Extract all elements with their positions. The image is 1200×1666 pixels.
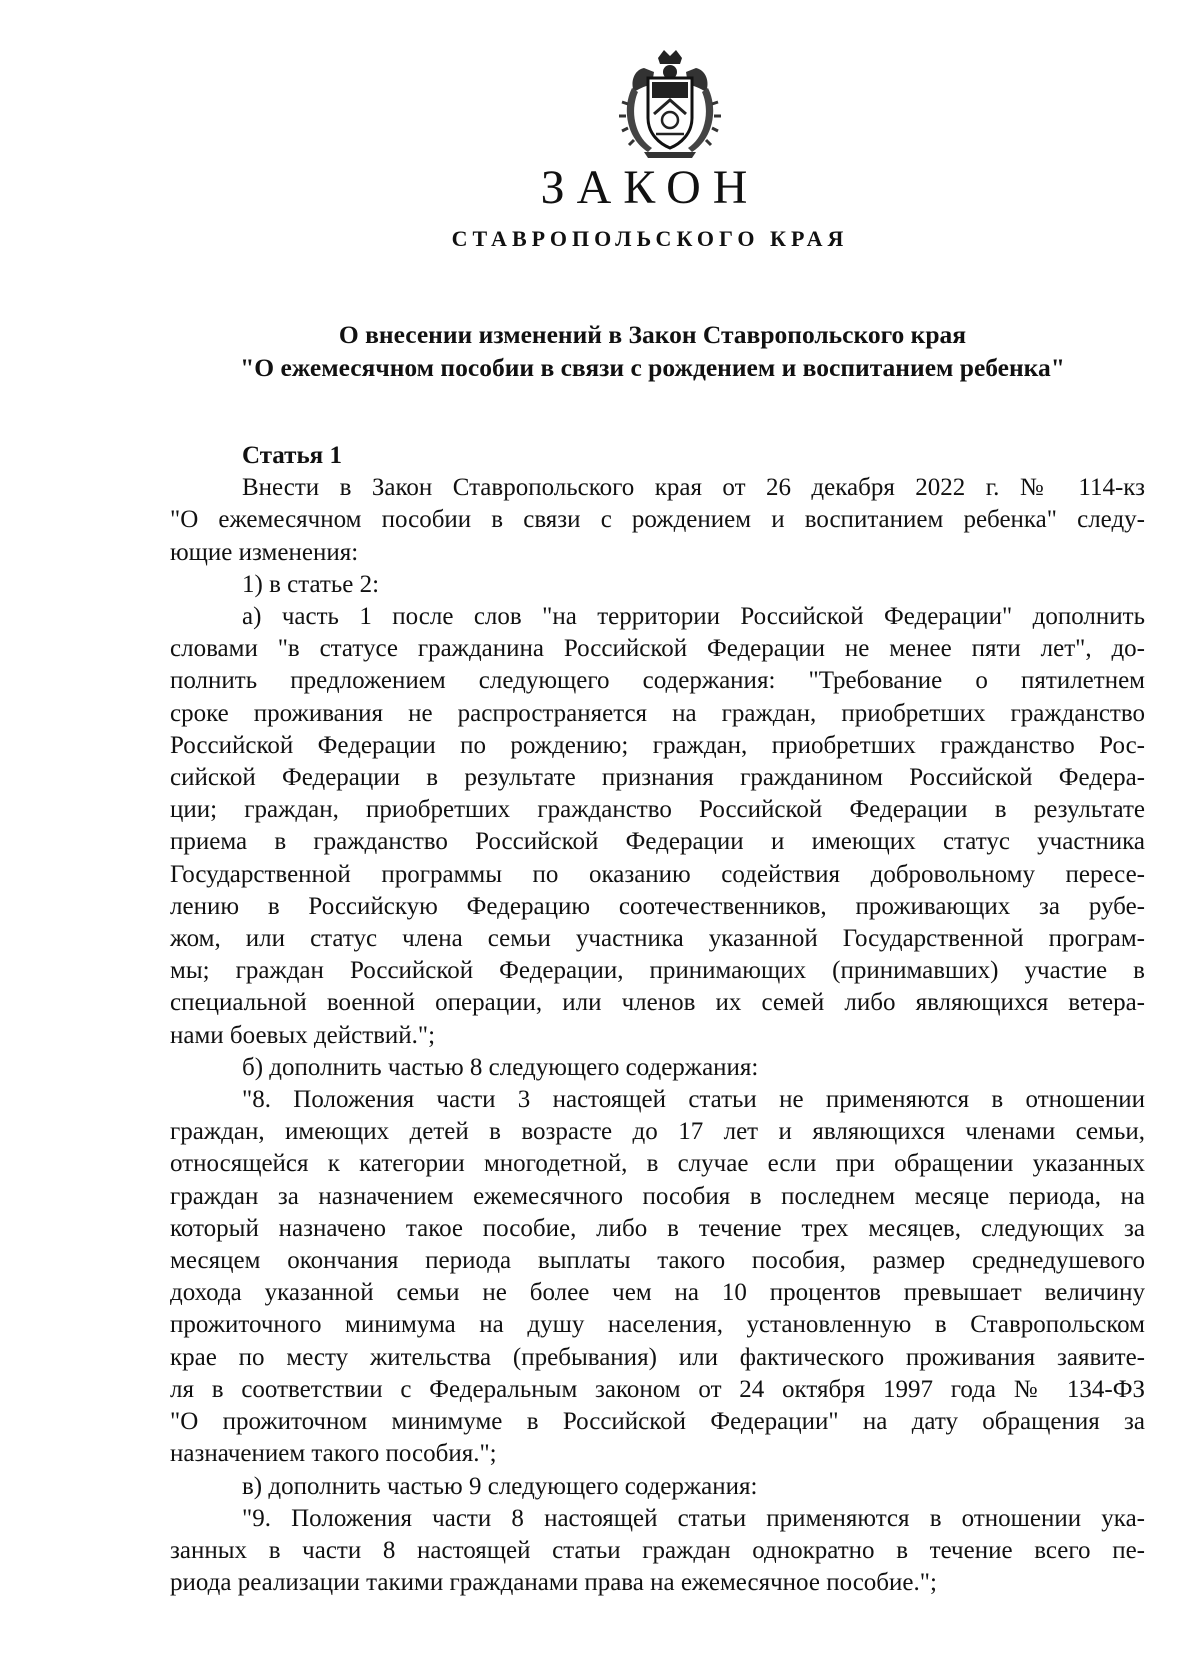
text-line: Государственной программы по оказанию содействия добровольному пересе- [170, 860, 1145, 888]
text-line: мы; граждан Российской Федерации, принимающих (принимавших) участие в [170, 957, 1145, 985]
text-line: специальной военной операции, или членов их семей либо являющихся ветера- [170, 989, 1145, 1017]
text-line: который назначено такое пособие, либо в течение трех месяцев, следующих за [170, 1214, 1145, 1242]
heading-line: О внесении изменений в Закон Ставропольского края [338, 320, 967, 349]
text-line: риода реализации такими гражданами права на ежемесячное пособие."; [170, 1569, 937, 1597]
text-line: крае по месту жительства (пребывания) или фактического проживания заявите- [170, 1343, 1145, 1371]
text-line: словами "в статусе гражданина Российской Федерации не менее пяти лет", до- [170, 635, 1145, 663]
article-title: Статья 1 [242, 442, 342, 469]
text-line: "О прожиточном минимуме в Российской Федерации" на дату обращения за [170, 1408, 1145, 1436]
document-heading [160, 318, 1145, 384]
text-line: приема в гражданство Российской Федерации и имеющих статус участника [170, 828, 1145, 856]
text-line: относящейся к категории многодетной, в случае если при обращении указанных [170, 1150, 1145, 1178]
text-line: нами боевых действий."; [170, 1021, 436, 1049]
text-line: а) часть 1 после слов "на территории Российской Федерации" дополнить [242, 603, 1145, 631]
text-line: "8. Положения части 3 настоящей статьи не применяются в отношении [242, 1086, 1145, 1114]
text-line: дохода указанной семьи не более чем на 10 процентов превышает величину [170, 1279, 1145, 1307]
text-line: жом, или статус члена семьи участника указанной Государственной програм- [170, 925, 1145, 953]
text-line: "О ежемесячном пособии в связи с рождением и воспитанием ребенка" следу- [170, 506, 1145, 534]
text-line: прожиточного минимума на душу населения, установленную в Ставропольском [170, 1311, 1145, 1339]
document-body [170, 440, 1145, 1599]
text-line: граждан, имеющих детей в возрасте до 17 лет и являющихся членами семьи, [170, 1118, 1145, 1146]
heading-line: "О ежемесячном пособии в связи с рождением и воспитанием ребенка" [240, 353, 1065, 382]
text-line: Внести в Закон Ставропольского края от 26 декабря 2022 г. № 114-кз [242, 474, 1145, 502]
text-line: назначением такого пособия."; [170, 1440, 497, 1468]
text-line: сийской Федерации в результате признания гражданином Российской Федера- [170, 764, 1145, 792]
text-line: лению в Российскую Федерацию соотечественников, проживающих за рубе- [170, 892, 1145, 920]
law-title: ЗАКОН [540, 161, 760, 214]
text-line: "9. Положения части 8 настоящей статьи применяются в отношении ука- [242, 1504, 1145, 1532]
text-line: 1) в статье 2: [242, 570, 380, 598]
text-line: месяцем окончания периода выплаты такого пособия, размер среднедушевого [170, 1247, 1145, 1275]
text-line: полнить предложением следующего содержания: "Требование о пятилетнем [170, 667, 1145, 695]
text-line: б) дополнить частью 8 следующего содержания: [242, 1053, 759, 1081]
text-line: ющие изменения: [170, 538, 359, 566]
text-line: ля в соответствии с Федеральным законом от 24 октября 1997 года № 134-ФЗ [170, 1375, 1145, 1403]
law-region: СТАВРОПОЛЬСКОГО КРАЯ [451, 226, 849, 251]
text-line: Российской Федерации по рождению; граждан, приобретших гражданство Рос- [170, 731, 1145, 759]
text-line: в) дополнить частью 9 следующего содержания: [242, 1472, 758, 1500]
text-line: ции; граждан, приобретших гражданство Российской Федерации в результате [170, 796, 1145, 824]
text-line: сроке проживания не распространяется на граждан, приобретших гражданство [170, 699, 1145, 727]
text-line: занных в части 8 настоящей статьи граждан однократно в течение всего пе- [170, 1536, 1145, 1564]
coat-of-arms-icon [614, 48, 726, 160]
text-line: граждан за назначением ежемесячного пособия в последнем месяце периода, на [170, 1182, 1145, 1210]
